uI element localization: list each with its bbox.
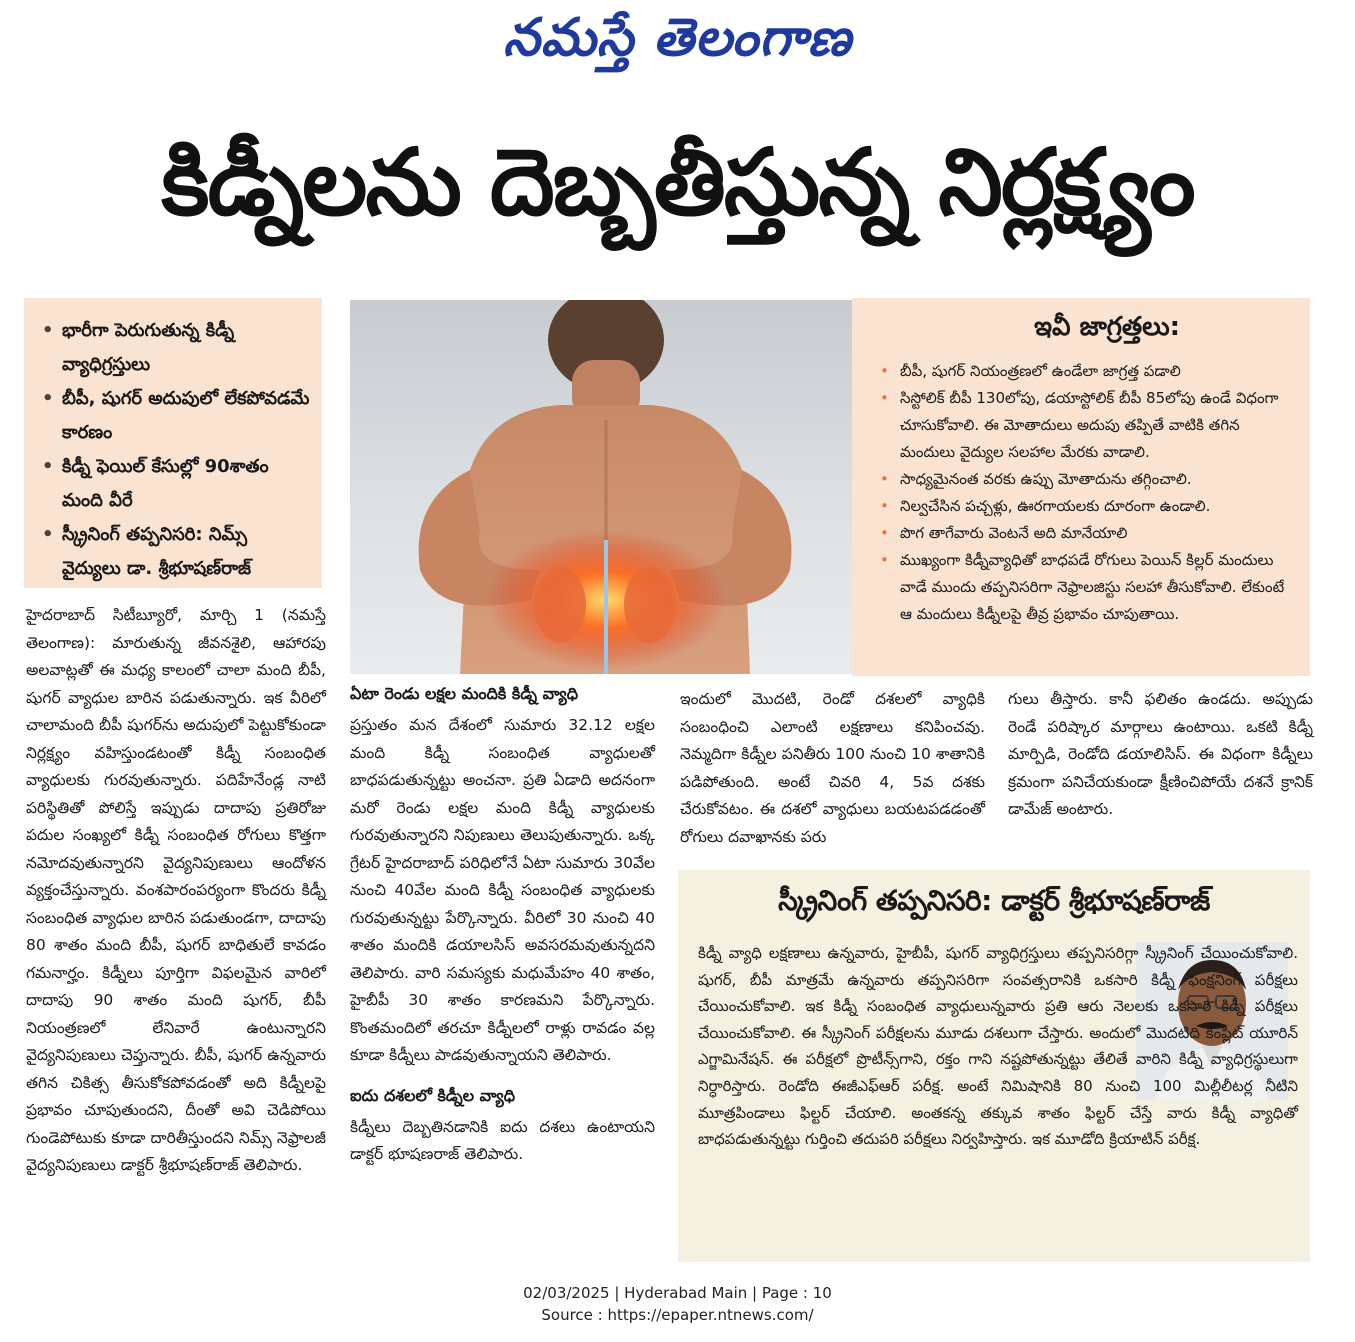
subheading: ఐదు దశలలో కిడ్నీల వ్యాధి bbox=[350, 1085, 515, 1105]
article-paragraph: కిడ్నీలు దెబ్బతినడానికి ఐదు దశలు ఉంటాయని డాక్టర్ భూషణరాజ్ తెలిపారు. bbox=[350, 1117, 655, 1163]
screening-paragraph: కిడ్నీ వ్యాధి లక్షణాలు ఉన్నవారు, హైబీపీ, షుగర్ వ్యాధిగ్రస్తులు తప్పనిసరిగ్గా స్క్రీనింగ్ చేయించుకోవాలి. షుగర్, బీపీ మాత్రమే ఉన్నవారు తప్పనిసరిగా సంవత్సరానికి ఒకసారి కిడ్నీ ఫంక్షనింగ్ పరీక్షలు చేయించుకోవాలి. ఇక కిడ్నీ సంబంధిత వ్యాధులున్నవారు ప్రతి ఆరు నెలలకు ఒకసారి కిడ్నీ పరీక్షలు చేయించుకోవాలి. ఈ స్క్రీనింగ్ పరీక్షలను మూడు దశలుగా చేస్తారు. అందులో మొదటిది కంప్లీట్ యూరిన్ ఎగ్జామినేషన్. ఈ పరీక్షలో ప్రొటీన్స్‌గాని, రక్తం గాని నష్టపోతున్నట్టు తేలితే వారిని కిడ్నీ వ్యాధిగ్రస్థులుగా నిర్ధారిస్తారు. రెండోది ఈజీఎఫ్‌ఆర్ పరీక్ష. అంటే నిమిషానికి 80 నుంచి 100 మిల్లీలీటర్ల నీటిని మూత్రపిండాలు ఫిల్టర్ చేయాలి. అంతకన్న తక్కువ శాతం ఫిల్టర్ చేస్తే వారు కిడ్నీ వ్యాధితో బాధపడుతున్నట్టు గుర్తించి తదుపరి పరీక్షలు నిర్వహిస్తారు. ఇక మూడోది క్రియాటిన్ పరీక్ష. bbox=[698, 944, 1298, 1149]
article-column-1 bbox=[26, 602, 326, 1180]
subheading: ఏటా రెండు లక్షల మందికి కిడ్నీ వ్యాధి bbox=[350, 684, 578, 703]
article-headline: కిడ్నీలను దెబ్బతీస్తున్న నిర్లక్ష్యం bbox=[161, 129, 1194, 236]
screening-box bbox=[678, 870, 1310, 1262]
bullet-icon: • bbox=[880, 497, 889, 515]
bullet-icon: • bbox=[42, 320, 54, 341]
article-paragraph: గులు తీస్తారు. కానీ ఫలితం ఉండదు. అప్పుడు రెండే పరిష్కార మార్గాలు ఉంటాయి. ఒకటి కిడ్నీ మార్పిడి, రెండోది డయాలిసిస్. ఈ విధంగా కిడ్నీలు క్రమంగా పనిచేయకుండా క్షీణించిపోయే దశనే క్రానిక్ డామేజ్ అంటారు. bbox=[1008, 690, 1313, 818]
highlight-item: • బీపీ, షుగర్ అదుపులో లేకపోవడమే కారణం bbox=[38, 382, 312, 450]
article-paragraph: ఇందులో మొదటి, రెండో దశలలో వ్యాధికి సంబంధించి ఎలాంటి లక్షణాలు కనిపించవు. నెమ్మదిగా కిడ్నీల పనితీరు 100 నుంచి 10 శాతానికి పడిపోతుంది. అంటే చివరి 4, 5వ దశకు చేరుకోవటం. ఈ దశలో వ్యాధులు బయటపడడంతో రోగులు దవాఖానకు పరు bbox=[680, 690, 985, 846]
highlight-item: • భారీగా పెరుగుతున్న కిడ్నీ వ్యాధిగ్రస్తులు bbox=[38, 314, 312, 382]
precaution-item: • సిస్టోలిక్ బీపీ 130లోపు, డయాస్టోలిక్ బీపీ 85లోపు ఉండే విధంగా చూసుకోవాలి. ఈ మోతాదులు అదుపు తప్పితే వాటికి తగిన మందులు వైద్యుల సలహాల మేరకు వాడాలి. bbox=[878, 385, 1292, 466]
newspaper-masthead: నమస్తే తెలంగాణ bbox=[503, 8, 852, 68]
bullet-icon: • bbox=[42, 524, 54, 545]
article-paragraph: హైదరాబాద్ సిటీబ్యూరో, మార్చి 1 (నమస్తే తెలంగాణ): మారుతున్న జీవనశైలి, ఆహారపు అలవాట్లతో ఈ మధ్య కాలంలో చాలా మంది బీపీ, షుగర్ వ్యాధుల బారిన పడుతున్నారు. ఇక వీరిలో చాలామంది బీపీ షుగర్‌ను అదుపులో పెట్టుకోకుండా నిర్లక్ష్యం వహిస్తుండటంతో కిడ్నీ సంబంధిత వ్యాధులకు గురవుతున్నారు. పదిహేనేండ్ల నాటి పరిస్థితితో పోలిస్తే ఇప్పుడు దాదాపు ప్రతిరోజు పదుల సంఖ్యలో కిడ్నీ సంబంధిత రోగులు కొత్తగా నమోదవుతున్నారని వైద్యనిపుణులు ఆందోళన వ్యక్తంచేస్తున్నారు. వంశపారంపర్యంగా కొందరు కిడ్నీ సంబంధిత వ్యాధుల బారిన పడుతుండగా, దాదాపు 80 శాతం మంది బీపీ, షుగర్ బాధితులే కావడం గమనార్హం. కిడ్నీలు పూర్తిగా విఫలమైన వారిలో దాదాపు 90 శాతం మంది షుగర్, బీపీ నియంత్రణలో లేనివారే ఉంటున్నారని వైద్యనిపుణులు చెప్తున్నారు. బీపీ, షుగర్ ఉన్నవారు తగిన చికిత్స తీసుకోకపోవడంతో అది కిడ్నీలపై ప్రభావం చూపుతుందని, దీంతో అవి చెడిపోయి గుండెపోటుకు కూడా దారితీస్తుందని నిమ్స్ నెఫ్రాలజీ వైద్యనిపుణులు డాక్టర్ శ్రీభూషణ్‌రాజ్ తెలిపారు. bbox=[26, 606, 326, 1174]
precaution-item: • పొగ తాగేవారు వెంటనే అది మానేయాలి bbox=[878, 520, 1292, 547]
article-column-4 bbox=[1008, 686, 1313, 824]
highlight-item: • కిడ్నీ ఫెయిల్ కేసుల్లో 90శాతం మంది వీరే bbox=[38, 450, 312, 518]
article-paragraph: ప్రస్తుతం మన దేశంలో సుమారు 32.12 లక్షల మంది కిడ్నీ సంబంధిత వ్యాధులతో బాధపడుతున్నట్టు అంచనా. ప్రతి ఏడాది అదనంగా మరో రెండు లక్షల మంది కిడ్నీ వ్యాధులకు గురవుతున్నారని నిపుణులు తెలుపుతున్నారు. ఒక్క గ్రేటర్ హైదరాబాద్ పరిధిలోనే ఏటా సుమారు 30వేల నుంచి 40వేల మంది కిడ్నీ సంబంధిత వ్యాధులకు గురవుతున్నట్టు పేర్కొన్నారు. వీరిలో 30 నుంచి 40 శాతం మందికి డయాలసిస్ అవసరమవుతున్నదని తెలిపారు. వారి సమస్యకు మధుమేహం 40 శాతం, హైబీపీ 30 శాతం కారణమని పేర్కొన్నారు. కొంతమందిలో తరచూ కిడ్నీలలో రాళ్లు రావడం వల్ల కూడా కిడ్నీలు పాడవుతున్నాయని తెలిపారు. bbox=[350, 716, 655, 1064]
bullet-icon: • bbox=[880, 524, 889, 542]
highlight-item: • స్క్రీనింగ్ తప్పనిసరి: నిమ్స్ వైద్యులు డా. శ్రీభూషణ్‌రాజ్ bbox=[38, 518, 312, 586]
screening-body bbox=[698, 940, 1298, 1153]
kidney-pain-photo bbox=[350, 300, 852, 674]
bullet-icon: • bbox=[880, 551, 889, 569]
article-column-3 bbox=[680, 686, 985, 851]
screening-title: స్క్రీనింగ్ తప్పనిసరి: డాక్టర్ శ్రీభూషణ్‌రాజ్ bbox=[778, 884, 1210, 917]
precaution-item: • సాధ్యమైనంత వరకు ఉప్పు మోతాదును తగ్గించాలి. bbox=[878, 466, 1292, 493]
precautions-title: ఇవీ జాగ్రత్తలు: bbox=[1034, 312, 1180, 342]
precaution-item: • బీపీ, షుగర్ నియంత్రణలో ఉండేలా జాగ్రత్త పడాలి bbox=[878, 358, 1292, 385]
highlights-box bbox=[24, 298, 322, 588]
precautions-box bbox=[852, 298, 1310, 676]
edition-info: 02/03/2025 | Hyderabad Main | Page : 10 bbox=[523, 1284, 832, 1302]
bullet-icon: • bbox=[42, 388, 54, 409]
precaution-item: • ముఖ్యంగా కిడ్నీవ్యాధితో బాధపడే రోగులు పెయిన్ కిల్లర్ మందులు వాడే ముందు తప్పనిసరిగా నెఫ్రాలజిస్టు సలహా తీసుకోవాలి. లేకుంటే ఆ మందులు కిడ్నీలపై తీవ్ర ప్రభావం చూపుతాయి. bbox=[878, 547, 1292, 628]
source-link[interactable]: Source : https://epaper.ntnews.com/ bbox=[541, 1306, 814, 1324]
article-column-2 bbox=[350, 682, 655, 1169]
precaution-item: • నిల్వచేసిన పచ్చళ్లు, ఊరగాయలకు దూరంగా ఉండాలి. bbox=[878, 493, 1292, 520]
bullet-icon: • bbox=[880, 362, 889, 380]
bullet-icon: • bbox=[42, 456, 54, 477]
man-back-illustration bbox=[350, 300, 852, 674]
bullet-icon: • bbox=[880, 470, 889, 488]
page-footer bbox=[0, 1282, 1355, 1326]
bullet-icon: • bbox=[880, 389, 889, 407]
